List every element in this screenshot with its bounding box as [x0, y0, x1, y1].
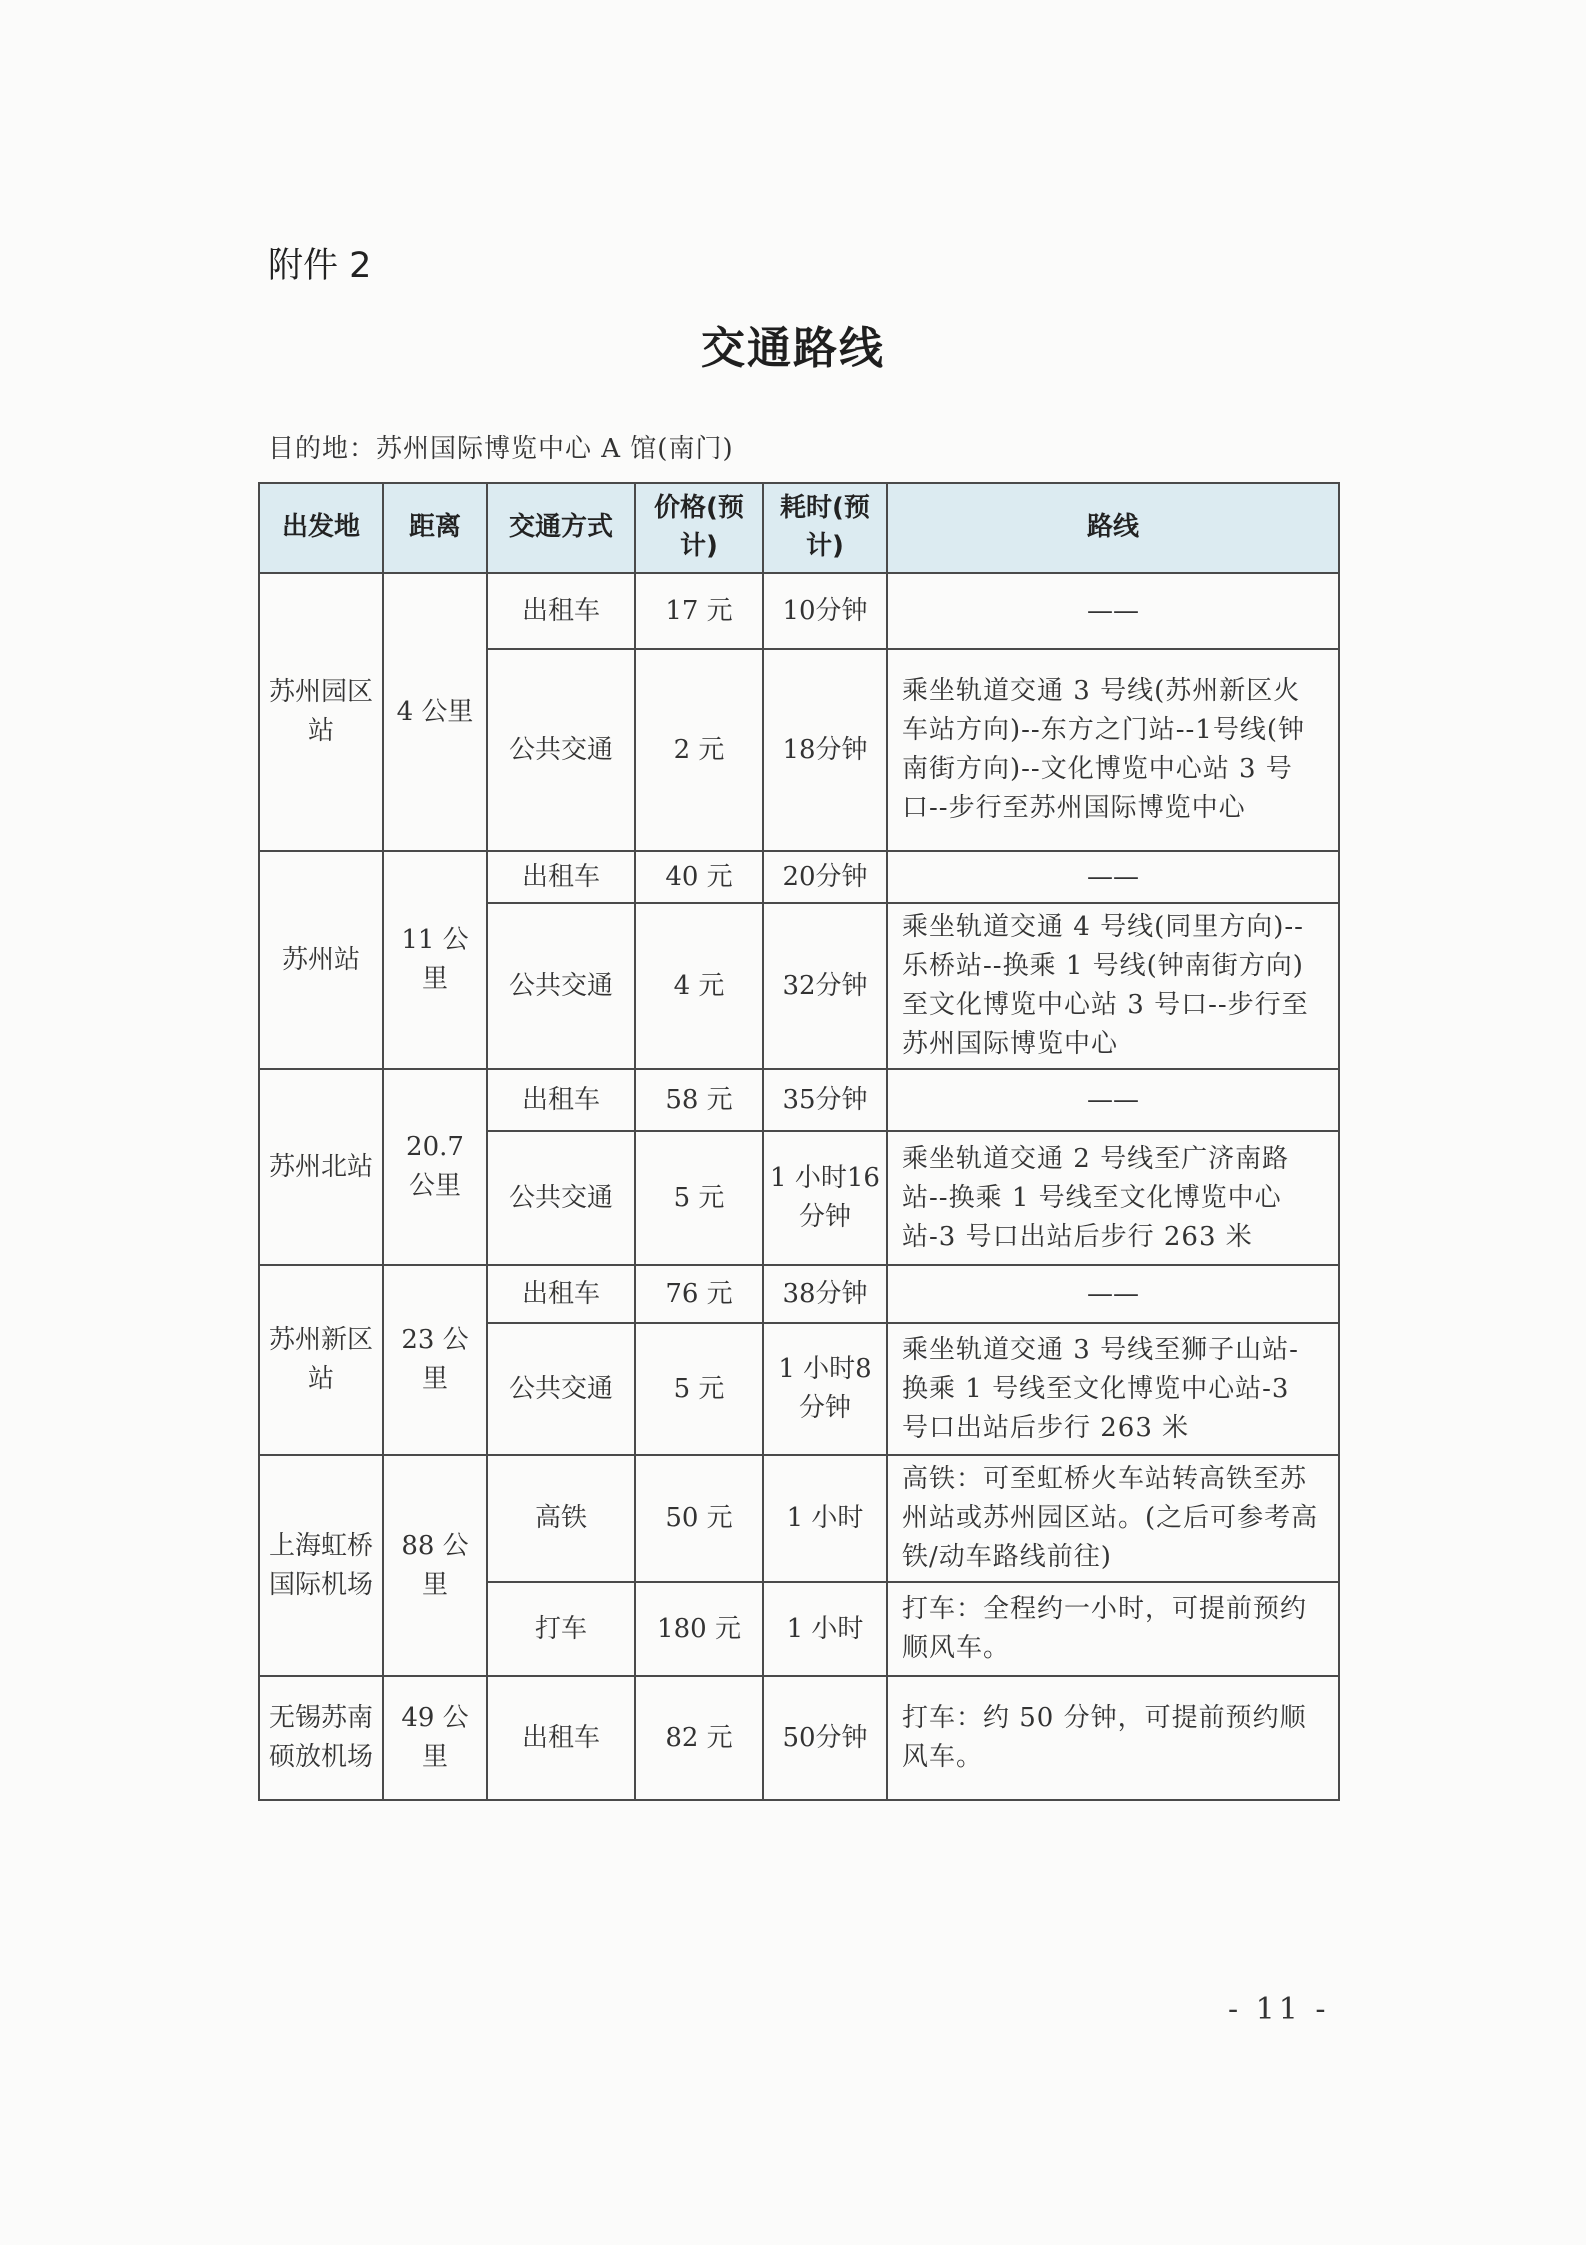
table-row [259, 851, 1339, 903]
time-cell: 1 小时 [763, 1455, 887, 1582]
mode-cell: 打车 [487, 1582, 635, 1676]
mode-cell: 出租车 [487, 573, 635, 649]
price-cell: 58 元 [635, 1069, 763, 1131]
mode-cell: 出租车 [487, 1069, 635, 1131]
header-mode: 交通方式 [487, 483, 635, 573]
origin-cell: 苏州站 [259, 851, 383, 1069]
table-row [259, 1455, 1339, 1582]
route-cell: 乘坐轨道交通 3 号线至狮子山站-换乘 1 号线至文化博览中心站-3 号口出站后步行 263 米 [887, 1323, 1339, 1455]
header-origin: 出发地 [259, 483, 383, 573]
time-cell: 1 小时8 分钟 [763, 1323, 887, 1455]
origin-cell: 苏州北站 [259, 1069, 383, 1265]
table-header-row [259, 483, 1339, 573]
distance-cell: 49 公里 [383, 1676, 487, 1800]
header-distance: 距离 [383, 483, 487, 573]
price-cell: 180 元 [635, 1582, 763, 1676]
page-title: 交通路线 [701, 323, 885, 374]
time-cell: 32分钟 [763, 903, 887, 1069]
mode-cell: 公共交通 [487, 649, 635, 851]
route-cell: 打车：约 50 分钟，可提前预约顺风车。 [887, 1676, 1339, 1800]
price-cell: 40 元 [635, 851, 763, 903]
price-cell: 5 元 [635, 1131, 763, 1265]
distance-cell: 4 公里 [383, 573, 487, 851]
distance-cell: 23 公里 [383, 1265, 487, 1455]
time-cell: 50分钟 [763, 1676, 887, 1800]
route-cell: —— [887, 1069, 1339, 1131]
price-cell: 2 元 [635, 649, 763, 851]
distance-cell: 88 公里 [383, 1455, 487, 1676]
origin-cell: 无锡苏南硕放机场 [259, 1676, 383, 1800]
mode-cell: 公共交通 [487, 903, 635, 1069]
route-cell: 高铁：可至虹桥火车站转高铁至苏州站或苏州园区站。(之后可参考高铁/动车路线前往) [887, 1455, 1339, 1582]
mode-cell: 公共交通 [487, 1323, 635, 1455]
price-cell: 4 元 [635, 903, 763, 1069]
route-cell: —— [887, 573, 1339, 649]
price-cell: 82 元 [635, 1676, 763, 1800]
route-cell: 乘坐轨道交通 3 号线(苏州新区火车站方向)--东方之门站--1号线(钟南街方向)--文化博览中心站 3 号口--步行至苏州国际博览中心 [887, 649, 1339, 851]
time-cell: 38分钟 [763, 1265, 887, 1323]
time-cell: 10分钟 [763, 573, 887, 649]
mode-cell: 公共交通 [487, 1131, 635, 1265]
distance-cell: 20.7 公里 [383, 1069, 487, 1265]
time-cell: 18分钟 [763, 649, 887, 851]
attachment-label: 附件 2 [268, 246, 372, 286]
header-time: 耗时(预计) [763, 483, 887, 573]
mode-cell: 出租车 [487, 851, 635, 903]
price-cell: 5 元 [635, 1323, 763, 1455]
table-row [259, 573, 1339, 649]
time-cell: 35分钟 [763, 1069, 887, 1131]
distance-cell: 11 公里 [383, 851, 487, 1069]
page-number: - 11 - [1228, 1992, 1330, 2027]
price-cell: 17 元 [635, 573, 763, 649]
header-route: 路线 [887, 483, 1339, 573]
time-cell: 1 小时 [763, 1582, 887, 1676]
mode-cell: 出租车 [487, 1265, 635, 1323]
route-cell: —— [887, 1265, 1339, 1323]
table-row [259, 1676, 1339, 1800]
time-cell: 1 小时16分钟 [763, 1131, 887, 1265]
route-cell: —— [887, 851, 1339, 903]
price-cell: 50 元 [635, 1455, 763, 1582]
origin-cell: 苏州新区站 [259, 1265, 383, 1455]
route-cell: 打车：全程约一小时，可提前预约顺风车。 [887, 1582, 1339, 1676]
route-table [258, 482, 1340, 1801]
destination-line: 目的地：苏州国际博览中心 A 馆(南门) [268, 434, 734, 464]
origin-cell: 苏州园区站 [259, 573, 383, 851]
table-row [259, 1265, 1339, 1323]
origin-cell: 上海虹桥国际机场 [259, 1455, 383, 1676]
mode-cell: 出租车 [487, 1676, 635, 1800]
route-cell: 乘坐轨道交通 2 号线至广济南路站--换乘 1 号线至文化博览中心站-3 号口出站后步行 263 米 [887, 1131, 1339, 1265]
price-cell: 76 元 [635, 1265, 763, 1323]
route-cell: 乘坐轨道交通 4 号线(同里方向)--乐桥站--换乘 1 号线(钟南街方向)至文化博览中心站 3 号口--步行至苏州国际博览中心 [887, 903, 1339, 1069]
mode-cell: 高铁 [487, 1455, 635, 1582]
header-price: 价格(预计) [635, 483, 763, 573]
time-cell: 20分钟 [763, 851, 887, 903]
table-row [259, 1069, 1339, 1131]
